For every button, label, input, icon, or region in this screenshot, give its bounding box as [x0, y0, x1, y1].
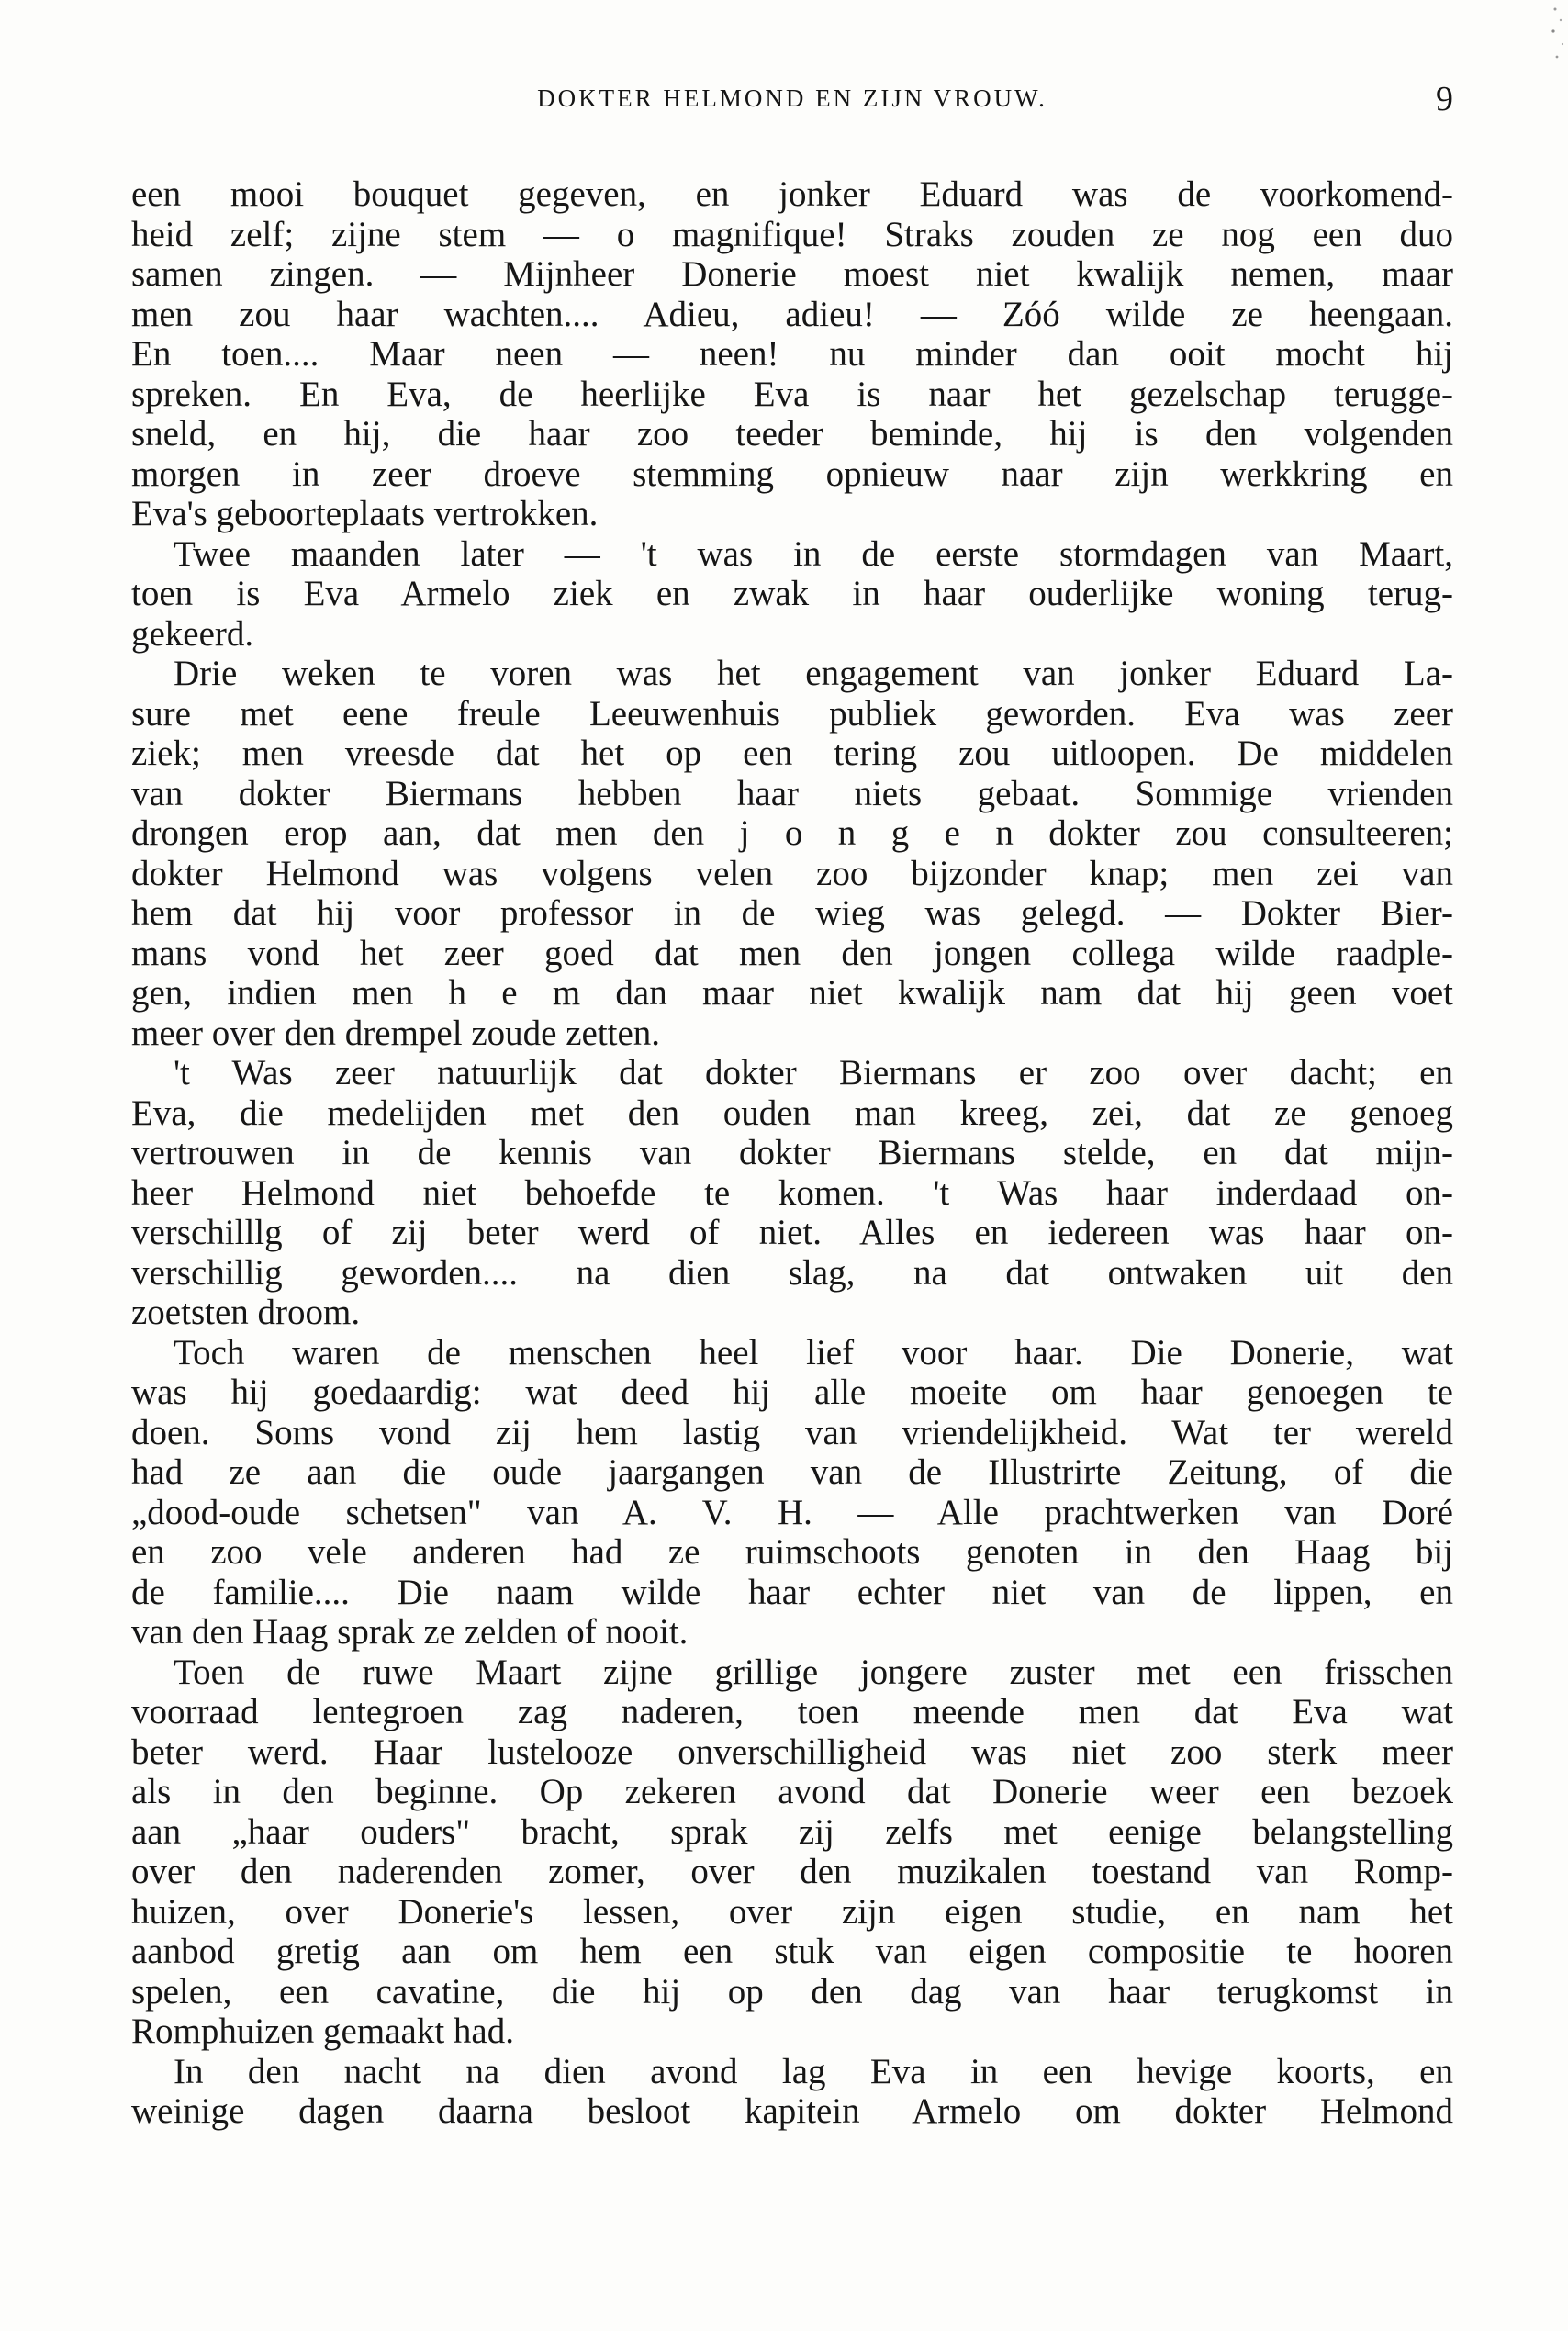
page-number: 9 — [1436, 80, 1453, 118]
text-line: ziek; men vreesde dat het op een tering zou uitloopen. De middelen — [131, 734, 1453, 773]
text-line: over den naderenden zomer, over den muzikalen toestand van Romp- — [131, 1852, 1453, 1891]
paragraph-7 — [131, 2052, 1453, 2132]
text-line: aanbod gretig aan om hem een stuk van eigen compositie te hooren — [131, 1932, 1453, 1971]
text-line: morgen in zeer droeve stemming opnieuw naar zijn werkkring en — [131, 454, 1453, 494]
text-line: sure met eene freule Leeuwenhuis publiek geworden. Eva was zeer — [131, 693, 1453, 734]
text-line: zoetsten droom. — [131, 1293, 361, 1332]
text-line: huizen, over Donerie's lessen, over zijn eigen studie, en nam het — [131, 1891, 1453, 1932]
text-line: als in den beginne. Op zekeren avond dat Donerie weer een bezoek — [131, 1772, 1453, 1811]
text-line: Toch waren de menschen heel lief voor haar. Die Donerie, wat — [174, 1332, 1453, 1373]
text-line: vertrouwen in de kennis van dokter Biermans stelde, en dat mijn- — [131, 1133, 1453, 1172]
text-line: Romphuizen gemaakt had. — [131, 2012, 514, 2051]
text-line: beter werd. Haar lustelooze onverschilligheid was niet zoo sterk meer — [131, 1731, 1453, 1772]
paragraph-2 — [131, 534, 1453, 655]
text-line: was hij goedaardig: wat deed hij alle moeite om haar genoegen te — [131, 1373, 1453, 1412]
text-line: 't Was zeer natuurlijk dat dokter Biermans er zoo over dacht; en — [174, 1053, 1453, 1093]
text-line: spelen, een cavatine, die hij op den dag van haar terugkomst in — [131, 1971, 1453, 2012]
paragraph-5 — [131, 1333, 1453, 1653]
text-line: doen. Soms vond zij hem lastig van vriendelijkheid. Wat ter wereld — [131, 1412, 1453, 1452]
text-line: Eva, die medelijden met den ouden man kreeg, zei, dat ze genoeg — [131, 1093, 1453, 1133]
text-line: En toen.... Maar neen — neen! nu minder dan ooit mocht hij — [131, 334, 1453, 374]
text-line: sneld, en hij, die haar zoo teeder beminde, hij is den volgenden — [131, 414, 1453, 454]
text-line: van den Haag sprak ze zelden of nooit. — [131, 1612, 689, 1652]
text-line: Eva's geboorteplaats vertrokken. — [131, 494, 599, 533]
text-line: samen zingen. — Mijnheer Donerie moest niet kwalijk nemen, maar — [131, 254, 1453, 294]
text-line: Twee maanden later — 't was in de eerste stormdagen van Maart, — [174, 533, 1453, 574]
text-line: een mooi bouquet gegeven, en jonker Eduard was de voorkomend- — [131, 174, 1453, 214]
text-line: dokter Helmond was volgens velen zoo bijzonder knap; men zei van — [131, 853, 1453, 893]
text-line: Drie weken te voren was het engagement van jonker Eduard La- — [174, 654, 1453, 693]
text-line: verschilllg of zij beter werd of niet. Alles en iedereen was haar on- — [131, 1213, 1453, 1252]
text-line: drongen erop aan, dat men den j o n g e n dokter zou consulteeren; — [131, 813, 1453, 853]
text-line: hem dat hij voor professor in de wieg was gelegd. — Dokter Bier- — [131, 893, 1453, 933]
text-line: en zoo vele anderen had ze ruimschoots genoten in den Haag bij — [131, 1532, 1453, 1572]
text-line: meer over den drempel zoude zetten. — [131, 1013, 661, 1053]
text-line: gen, indien men h e m dan maar niet kwalijk nam dat hij geen voet — [131, 973, 1453, 1013]
paragraph-1 — [131, 174, 1453, 534]
text-line: aan „haar ouders" bracht, sprak zij zelfs met eenige belangstelling — [131, 1811, 1453, 1852]
text-line: In den nacht na dien avond lag Eva in een hevige koorts, en — [174, 2051, 1453, 2091]
paragraph-6 — [131, 1653, 1453, 2052]
text-line: weinige dagen daarna besloot kapitein Armelo om dokter Helmond — [131, 2091, 1453, 2131]
text-line: voorraad lentegroen zag naderen, toen meende men dat Eva wat — [131, 1692, 1453, 1731]
paragraph-4 — [131, 1053, 1453, 1333]
text-line: heer Helmond niet behoefde te komen. 't Was haar inderdaad on- — [131, 1172, 1453, 1213]
text-line: men zou haar wachten.... Adieu, adieu! — Zóó wilde ze heengaan. — [131, 294, 1453, 334]
page-edge-speck — [1537, 0, 1568, 72]
text-line: van dokter Biermans hebben haar niets gebaat. Sommige vrienden — [131, 773, 1453, 813]
text-line: heid zelf; zijne stem — o magnifique! Straks zouden ze nog een duo — [131, 214, 1453, 254]
text-line: de familie.... Die naam wilde haar echter niet van de lippen, en — [131, 1572, 1453, 1612]
body-text — [131, 174, 1453, 2132]
text-line: gekeerd. — [131, 613, 254, 654]
text-line: verschillig geworden.... na dien slag, na dat ontwaken uit den — [131, 1252, 1453, 1293]
text-line: had ze aan die oude jaargangen van de Illustrirte Zeitung, of die — [131, 1452, 1453, 1492]
text-line: „dood-oude schetsen" van A. V. H. — Alle prachtwerken van Doré — [131, 1492, 1453, 1532]
running-title: DOKTER HELMOND EN ZIJN VROUW. — [537, 84, 1047, 112]
text-line: Toen de ruwe Maart zijne grillige jongere zuster met een frisschen — [174, 1652, 1453, 1692]
text-line: toen is Eva Armelo ziek en zwak in haar ouderlijke woning terug- — [131, 574, 1453, 613]
text-line: spreken. En Eva, de heerlijke Eva is naar het gezelschap terugge- — [131, 374, 1453, 414]
text-line: mans vond het zeer goed dat men den jongen collega wilde raadple- — [131, 933, 1453, 973]
running-head — [131, 80, 1453, 130]
paragraph-3 — [131, 654, 1453, 1053]
